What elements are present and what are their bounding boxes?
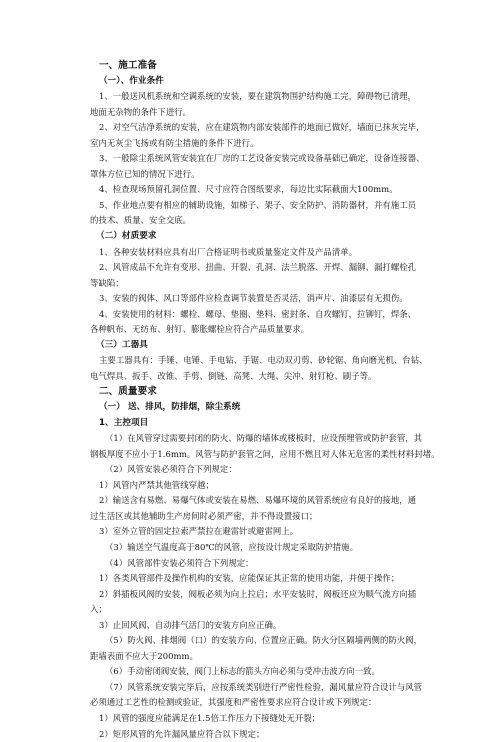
paragraph-line: 5、作业地点要有相应的辅助设施，如梯子、架子、安全防护、消防器材，并有施工员: [99, 199, 417, 210]
paragraph-line: 地面无杂物的条件下进行。: [90, 106, 192, 117]
paragraph-line: 等缺陷；: [90, 277, 124, 288]
paragraph-line: 1）各类风管部件及操作机构的安装，应能保证其正常的使用功能，并便于操作；: [99, 573, 400, 584]
paragraph-line: 3、安装的阀体、风口等部件应检查调节装置是否灵活，消声片、油漆层有无损伤。: [99, 293, 408, 304]
paragraph-line: （2）风管安装必须符合下列规定：: [105, 464, 237, 475]
paragraph-line: 2）斜插板风阀的安装，阀板必须为向上拉启；水平安装时，阀板还应为顺气流方向插: [99, 588, 417, 599]
section-heading: （一） 送、排风，防排烟，除尘系统: [99, 402, 241, 413]
section-heading: （二）材质要求: [96, 231, 157, 242]
paragraph-line: 各种帆布、无纺布、射钉、膨胀螺栓应符合产品质量要求。: [90, 324, 310, 335]
paragraph-line: 2）输送含有易燃、易爆气体或安装在易燃、易爆环境的风管系统应有良好的接地，通: [99, 495, 417, 506]
paragraph-line: 1、一般送风机系统和空调系统的安装，要在建筑物围护结构施工完，障碍物已清理，: [99, 91, 417, 102]
paragraph-line: （7）风管系统安装完毕后，应按系统类别进行严密性检验，漏风量应符合设计与风管: [105, 681, 423, 692]
section-heading: 一、施工准备: [99, 60, 157, 71]
paragraph-line: 罩体方位已知的情况下进行。: [90, 168, 200, 179]
paragraph-line: （1）在风管穿过需要封闭的防火、防爆的墙体或楼板时，应设预埋管或防护套管，其: [105, 433, 423, 444]
paragraph-line: 4、检查现场预留孔洞位置、尺寸应符合图纸要求，每边比实际截面大100mm。: [99, 184, 398, 195]
paragraph-line: （5）防火阀、排烟阀（口）的安装方向、位置应正确。防火分区隔墙两侧的防火阀，: [105, 635, 423, 646]
paragraph-line: （3）输送空气温度高于80℃的风管，应按设计规定采取防护措施。: [105, 541, 359, 552]
paragraph-line: 3、一般除尘系统风管安装宜在厂房的工艺设备安装完或设备基础已确定，设备连接器、: [99, 153, 425, 164]
paragraph-line: 2、风管成品不允许有变形、扭曲、开裂、孔洞、法兰脱落、开焊、漏铆、漏打螺栓孔: [99, 262, 417, 273]
paragraph-line: 3）止回风阀、自动排气活门的安装方向应正确。: [99, 619, 282, 630]
paragraph-line: 入；: [90, 604, 107, 615]
paragraph-line: 2、对空气洁净系统的安装，应在建筑物内部安装部件的地面已做好，墙面已抹灰完毕，: [99, 122, 425, 133]
section-heading: 二、质量要求: [99, 386, 157, 398]
paragraph-line: 钢板厚度不应小于1.6mm。风管与防护套管之间，应用不燃且对人体无危害的柔性材料封堵。: [90, 448, 440, 459]
document-page: [90, 58, 440, 742]
section-heading: （一）、作业条件: [99, 75, 164, 86]
paragraph-line: 过生活区或其他辅助生产房间时必须严密，并不得设置接口；: [90, 510, 318, 521]
paragraph-line: 电气焊具、扳手、改锥、手剪、倒链、高凳、大绳、尖冲、射钉枪、刷子等。: [90, 370, 377, 381]
paragraph-line: 室内无灰尘飞扬或有防尘措施的条件下进行。: [90, 137, 259, 148]
paragraph-line: 1）风管的强度应能满足在1.5倍工作压力下接缝处无开裂；: [99, 712, 321, 723]
paragraph-line: 主要工器具有：手锤、电锤、手电钻、手锯、电动双刃剪、砂轮锯、角向磨光机、台钻、: [99, 355, 428, 366]
section-heading: 1、主控项目: [99, 417, 149, 428]
paragraph-line: 3）室外立管的固定拉索严禁拉在避雷针或避雷网上。: [99, 526, 299, 537]
paragraph-line: 距墙表面不应大于200mm。: [90, 650, 198, 661]
paragraph-line: 2）矩形风管的允许漏风量应符合以下规定；: [99, 728, 265, 739]
paragraph-line: 4、安装使用的材料：螺栓、螺母、垫圈、垫料、密封条、自攻螺钉，拉铆钉，焊条、: [99, 308, 417, 319]
paragraph-line: （6）手动密闭阀安装，阀门上标志的箭头方向必须与受冲击波方向一致。: [105, 666, 380, 677]
paragraph-line: （4）风管部件安装必须符合下列规定：: [105, 557, 254, 568]
paragraph-line: 1、各种安装材料应具有出厂合格证明书或质量鉴定文件及产品清单。: [99, 246, 358, 257]
section-heading: （三）工器具: [96, 339, 148, 350]
paragraph-line: 1）风管内严禁其他管线穿越；: [99, 479, 214, 490]
paragraph-line: 的技术、质量、安全交底。: [90, 215, 192, 226]
paragraph-line: 必须通过工艺性的检测或验证，其强度和严密性要求应符合设计或下列规定：: [90, 697, 377, 708]
